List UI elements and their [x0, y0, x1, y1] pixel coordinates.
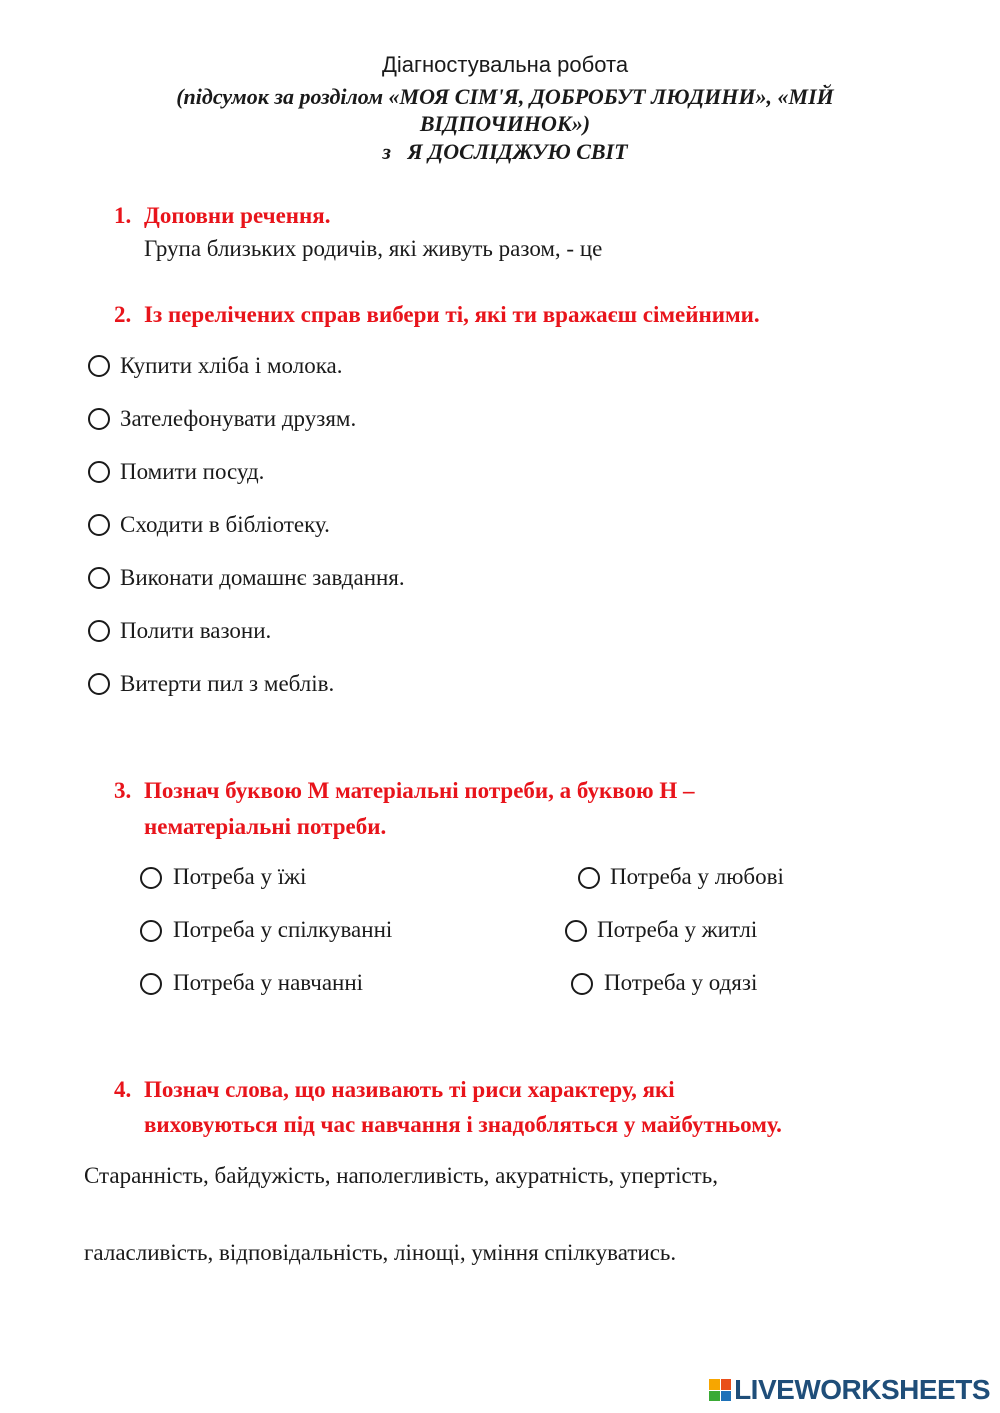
subtitle-line-2: ВІДПОЧИНОК»)	[419, 111, 591, 136]
q3-left-2-radio[interactable]	[140, 973, 162, 995]
subject-prefix: з	[382, 139, 392, 164]
q3-right-0-radio[interactable]	[578, 867, 600, 889]
subtitle-line-1: (підсумок за розділом «МОЯ СІМ'Я, ДОБРОБУТ ЛЮДИНИ», «МІЙ	[176, 84, 834, 109]
q3-right-1-label: Потреба у житлі	[597, 917, 758, 942]
q2-title: Із перелічених справ вибери ті, які ти вражаєш сімейними.	[144, 302, 760, 327]
q2-option-2-radio[interactable]	[88, 461, 110, 483]
q4-words-line-1[interactable]: Старанність, байдужість, наполегливість, акуратність, упертість,	[84, 1163, 718, 1188]
q2-number: 2.	[114, 302, 132, 327]
q1-sentence: Група близьких родичів, які живуть разом, - це	[144, 236, 603, 261]
q4-title-line-2: виховуються під час навчання і знадобляться у майбутньому.	[144, 1112, 782, 1137]
q2-option-0-radio[interactable]	[88, 355, 110, 377]
q2-option-3-label: Сходити в бібліотеку.	[120, 512, 330, 537]
q3-left-1-label: Потреба у спілкуванні	[173, 917, 393, 942]
q3-right-1-radio[interactable]	[565, 920, 587, 942]
liveworksheets-logo-text: LIVEWORKSHEETS	[734, 1374, 990, 1405]
q3-right-0-label: Потреба у любові	[610, 864, 784, 889]
q2-option-6-radio[interactable]	[88, 673, 110, 695]
subject-name: Я ДОСЛІДЖУЮ СВІТ	[407, 139, 628, 164]
q3-left-0-radio[interactable]	[140, 867, 162, 889]
q3-right-2-label: Потреба у одязі	[604, 970, 758, 995]
q2-option-5-label: Полити вазони.	[120, 618, 272, 643]
q3-left-0-label: Потреба у їжі	[173, 864, 307, 889]
q2-option-0-label: Купити хліба і молока.	[120, 353, 343, 378]
liveworksheets-logo-icon	[709, 1379, 731, 1401]
q3-left-2-label: Потреба у навчанні	[173, 970, 364, 995]
q2-option-5-radio[interactable]	[88, 620, 110, 642]
q4-words-line-2[interactable]: галасливість, відповідальність, лінощі, уміння спілкуватись.	[84, 1240, 677, 1265]
q2-option-1-label: Зателефонувати друзям.	[120, 406, 357, 431]
q3-title-line-2: нематеріальні потреби.	[144, 814, 387, 839]
q1-title: Доповни речення.	[144, 203, 331, 228]
page-title: Діагностувальна робота	[381, 52, 629, 77]
q1-number: 1.	[114, 203, 132, 228]
q2-option-4-radio[interactable]	[88, 567, 110, 589]
q2-option-2-label: Помити посуд.	[120, 459, 265, 484]
q2-option-1-radio[interactable]	[88, 408, 110, 430]
q4-number: 4.	[114, 1077, 132, 1102]
q3-number: 3.	[114, 778, 132, 803]
q2-option-4-label: Виконати домашнє завдання.	[120, 565, 405, 590]
q3-left-1-radio[interactable]	[140, 920, 162, 942]
subject-line	[0, 139, 1000, 165]
q3-title-line-1: Познач буквою М матеріальні потреби, а буквою Н –	[144, 778, 695, 803]
q2-option-3-radio[interactable]	[88, 514, 110, 536]
liveworksheets-logo	[709, 1375, 990, 1405]
q2-option-6-label: Витерти пил з меблів.	[120, 671, 335, 696]
q3-right-2-radio[interactable]	[571, 973, 593, 995]
q4-title-line-1: Познач слова, що називають ті риси характеру, які	[144, 1077, 675, 1102]
